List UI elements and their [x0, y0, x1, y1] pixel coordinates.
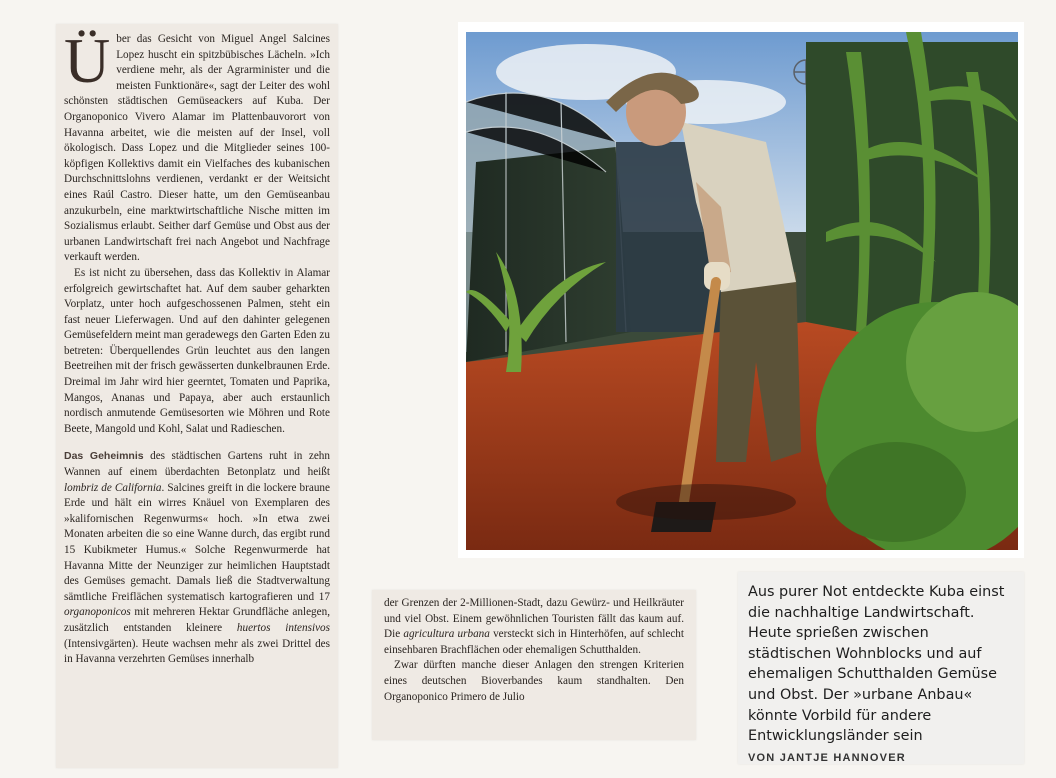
paragraph-2: Es ist nicht zu übersehen, dass das Kollektiv in Alamar erfolgreich gewirtschaftet hat. Auf dem sauber geharkten Vorplatz, unter hoch aufgeschossenen Palmen, steht ein fast neuer Lieferwagen. Und auf den dahinter gelegenen Gemüsefeldern meint man geradewegs den Garten Eden zu betreten: Überquellendes Grün leuchtet aus den langen Beetreihen mit der frisch gewässerten dunkelbraunen Erde. Dreimal im Jahr wird hier geerntet, Tomaten und Paprika, Mangos, Ananas und Papaya, aber auch erstaunlich nordisch anmutende Gemüsesorten wie Möhren und Rote Beete, Mangold und Kohl, Salat und Radieschen.	[64, 266, 330, 435]
article-text-continued	[384, 596, 684, 705]
carrot-foliage	[826, 442, 966, 542]
paragraph-4-text-a: der Grenzen der 2-Millionen-Stadt, dazu Gewürz- und Heilkräuter und viel Obst. Einem gewöhnlichen Touristen fällt das kaum auf. Die	[384, 597, 684, 641]
emphasis-lombriz: lombriz de California	[64, 481, 162, 494]
greenhouse-wall	[466, 147, 631, 362]
ground-shadow	[616, 484, 796, 520]
emphasis-huertos: huertos intensivos	[236, 621, 330, 634]
article-column-left	[56, 24, 338, 768]
paragraph-3-text-b: . Salcines greift in die lockere braune Erde und hält ein wirres Knäuel von Exemplaren des »kalifornischen Regenwurms« hoch. »In etwa zwei Monaten arbeiten die so eine Wanne durch, das ergibt rund 15 Kubikmeter Humus.« Solche Regenwurmerde hat Havanna Mitte der Neunziger zur heimlichen Hauptstadt des Gemüses gemacht. Damals ließ die Stadtverwaltung sämtliche Freiflächen systematisch kartografieren und 17	[64, 481, 330, 603]
drop-cap: Ü	[64, 25, 111, 96]
photo-frame	[458, 22, 1024, 558]
section-lead-in: Das Geheimnis	[64, 450, 144, 463]
emphasis-organoponicos: organoponicos	[64, 606, 131, 619]
paragraph-3-text-c: mit mehreren Hektar Grundfläche anlegen, zusätzlich entstanden kleinere	[64, 606, 330, 634]
paragraph-3	[64, 449, 330, 667]
paragraph-5: Zwar dürften manche dieser Anlagen den strengen Kriterien eines deutschen Bioverbandes kaum standhalten. Den Organoponico Primero de Julio	[384, 659, 684, 703]
article-text-left	[64, 25, 330, 668]
paragraph-3-text-a: des städtischen Gartens ruht in zehn Wannen auf einem überdachten Betonplatz und heißt	[64, 450, 330, 479]
farmer-photo	[466, 32, 1018, 550]
paragraph-3-text-d: (Intensivgärten). Heute wachsen mehr als zwei Drittel des in Havanna verzehrten Gemüses innerhalb	[64, 637, 330, 666]
byline: VON JANTJE HANNOVER	[748, 751, 906, 764]
paragraph-4-text-b: versteckt sich in Hinterhöfen, auf schlecht einsehbaren Brachflächen oder ehemaligen Schutthalden.	[384, 628, 684, 656]
paragraph-1-text: ber das Gesicht von Miguel Angel Salcines Lopez huscht ein spitzbübisches Lächeln. »Ich verdiene mehr, als der Agrarminister und die meisten Funktionäre«, sagt der Leiter des wohl schönsten städtischen Gemüseackers auf Kuba. Der Organoponico Vivero Alamar im Plattenbauvorort von Havanna arbeitet, wie die meisten auf der Insel, voll ökologisch. Dass Lopez und die Mitglieder seines 100-köpfigen Kollektivs damit ein Vielfaches des kubanischen Durchschnittslohns verdienen, verdankt er der Weitsicht eines Raúl Castro. Dieser hatte, um den Gemüseanbau anzukurbeln, eine marktwirtschaftliche Nische mitten im Sozialismus erlaubt. Seither darf Gemüse und Obst aus der urbanen Landwirtschaft frei nach Angebot und Nachfrage verkauft werden.	[64, 33, 330, 264]
paragraph-4	[384, 596, 684, 658]
emphasis-agricultura: agricultura urbana	[403, 628, 490, 641]
teaser-text-block	[748, 582, 1016, 768]
article-column-continued	[372, 590, 696, 740]
photo-illustration	[466, 32, 1018, 550]
paragraph-1	[64, 25, 330, 266]
teaser-text: Aus purer Not entdeckte Kuba einst die nachhaltige Landwirtschaft. Heute sprießen zwischen städtischen Wohnblocks und auf ehemaligen Schutthalden Gemüse und Obst. Der »urbane Anbau« könnte Vorbild für andere Entwicklungsländer sein	[748, 584, 1005, 745]
teaser-box	[738, 572, 1024, 764]
